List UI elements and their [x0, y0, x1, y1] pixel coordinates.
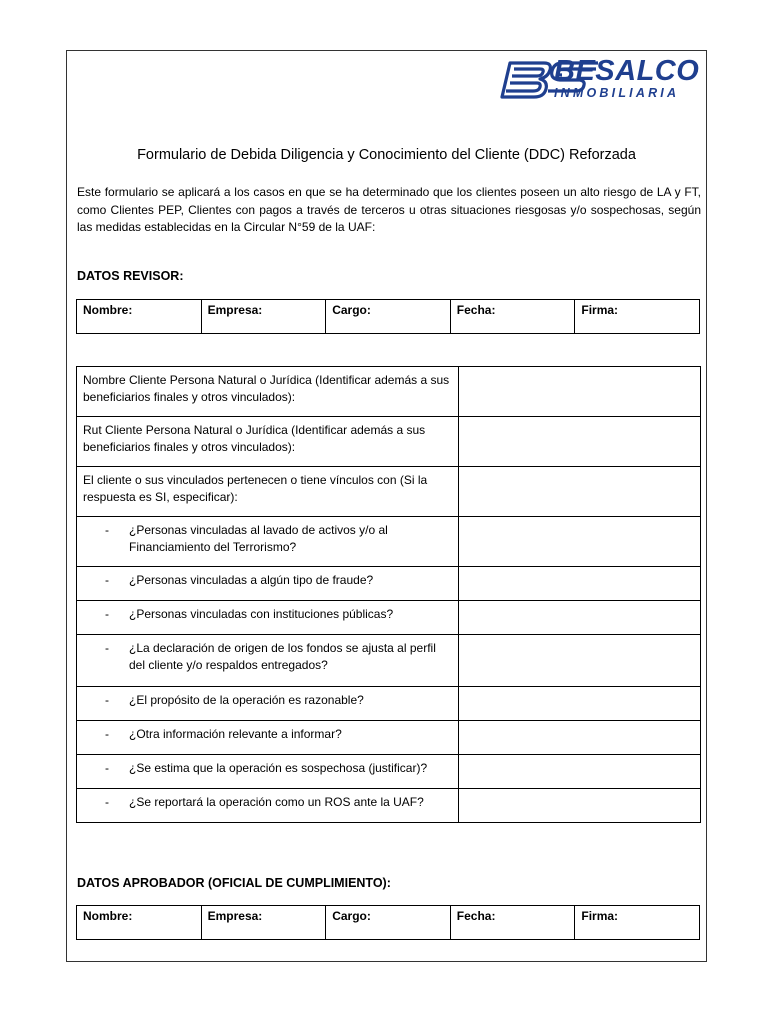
aprobador-heading: DATOS APROBADOR (OFICIAL DE CUMPLIMIENTO):: [77, 876, 391, 890]
question-item: [77, 601, 459, 635]
question-item: [77, 721, 459, 755]
question-item: [77, 789, 459, 823]
table-row: [77, 517, 701, 567]
table-row: [77, 687, 701, 721]
aprobador-cargo-cell[interactable]: [326, 906, 451, 940]
table-row: [77, 789, 701, 823]
revisor-cargo-label: Cargo:: [332, 303, 371, 317]
intro-paragraph: Este formulario se aplicará a los casos en que se ha determinado que los clientes poseen un alto riesgo de LA y FT, como Clientes PEP, Clientes con pagos a través de terceros u otras situaciones riesgosas y/o sospechosas, según las medidas establecidas en la Circular N°59 de la UAF:: [77, 185, 701, 234]
question-text: ¿Se reportará la operación como un ROS ante la UAF?: [129, 795, 424, 809]
revisor-empresa-cell[interactable]: [201, 300, 326, 334]
list-dash: -: [105, 727, 109, 741]
logo-brand: BESALCO: [554, 55, 700, 87]
client-links-label: El cliente o sus vinculados pertenecen o tiene vínculos con (Si la respuesta es SI, especificar):: [77, 467, 459, 517]
revisor-fecha-label: Fecha:: [456, 303, 496, 317]
client-name-label: Nombre Cliente Persona Natural o Jurídica (Identificar además a sus beneficiarios finales y otros vinculados):: [77, 367, 459, 417]
question-item: [77, 755, 459, 789]
question-text: ¿Personas vinculadas a algún tipo de fraude?: [129, 573, 374, 587]
client-name-answer[interactable]: [459, 367, 701, 417]
question-item: [77, 517, 459, 567]
question-text: ¿Personas vinculadas al lavado de activos y/o al Financiamiento del Terrorismo?: [129, 523, 388, 554]
revisor-table: [76, 299, 700, 334]
revisor-firma-label: Firma:: [581, 303, 619, 317]
table-row: [77, 601, 701, 635]
question-answer[interactable]: [459, 721, 701, 755]
revisor-fecha-cell[interactable]: [450, 300, 575, 334]
client-questions-table: [76, 366, 701, 823]
aprobador-fecha-cell[interactable]: [450, 906, 575, 940]
table-row: [77, 417, 701, 467]
table-row: [77, 635, 701, 687]
aprobador-nombre-cell[interactable]: [77, 906, 202, 940]
table-row: [77, 567, 701, 601]
list-dash: -: [105, 523, 109, 537]
aprobador-empresa-label: Empresa:: [207, 909, 263, 923]
question-item: [77, 567, 459, 601]
list-dash: -: [105, 641, 109, 655]
table-row: [77, 367, 701, 417]
question-answer[interactable]: [459, 789, 701, 823]
aprobador-firma-cell[interactable]: [575, 906, 700, 940]
question-answer[interactable]: [459, 687, 701, 721]
revisor-nombre-label: Nombre:: [83, 303, 133, 317]
revisor-nombre-cell[interactable]: [77, 300, 202, 334]
list-dash: -: [105, 761, 109, 775]
list-dash: -: [105, 573, 109, 587]
question-text: ¿El propósito de la operación es razonable?: [129, 693, 364, 707]
revisor-cargo-cell[interactable]: [326, 300, 451, 334]
document-title: Formulario de Debida Diligencia y Conocimiento del Cliente (DDC) Reforzada: [137, 147, 636, 163]
question-text: ¿Se estima que la operación es sospechosa (justificar)?: [129, 761, 428, 775]
aprobador-empresa-cell[interactable]: [201, 906, 326, 940]
aprobador-fecha-label: Fecha:: [456, 909, 496, 923]
list-dash: -: [105, 607, 109, 621]
table-row: [77, 467, 701, 517]
question-text: ¿La declaración de origen de los fondos se ajusta al perfil del cliente y/o respaldos entregados?: [129, 641, 436, 672]
aprobador-firma-label: Firma:: [581, 909, 619, 923]
question-text: ¿Personas vinculadas con instituciones públicas?: [129, 607, 394, 621]
revisor-heading: DATOS REVISOR:: [77, 269, 184, 283]
aprobador-table: [76, 905, 700, 940]
list-dash: -: [105, 693, 109, 707]
client-rut-label: Rut Cliente Persona Natural o Jurídica (Identificar además a sus beneficiarios finales y otros vinculados):: [77, 417, 459, 467]
table-row: [77, 721, 701, 755]
aprobador-nombre-label: Nombre:: [83, 909, 133, 923]
logo-subtitle: INMOBILIARIA: [554, 86, 680, 100]
question-answer[interactable]: [459, 755, 701, 789]
question-text: ¿Otra información relevante a informar?: [129, 727, 342, 741]
question-answer[interactable]: [459, 567, 701, 601]
question-item: [77, 687, 459, 721]
question-answer[interactable]: [459, 601, 701, 635]
table-row: [77, 755, 701, 789]
question-answer[interactable]: [459, 517, 701, 567]
question-answer[interactable]: [459, 635, 701, 687]
revisor-firma-cell[interactable]: [575, 300, 700, 334]
client-rut-answer[interactable]: [459, 417, 701, 467]
question-item: [77, 635, 459, 687]
client-links-answer[interactable]: [459, 467, 701, 517]
list-dash: -: [105, 795, 109, 809]
revisor-empresa-label: Empresa:: [207, 303, 263, 317]
aprobador-cargo-label: Cargo:: [332, 909, 371, 923]
